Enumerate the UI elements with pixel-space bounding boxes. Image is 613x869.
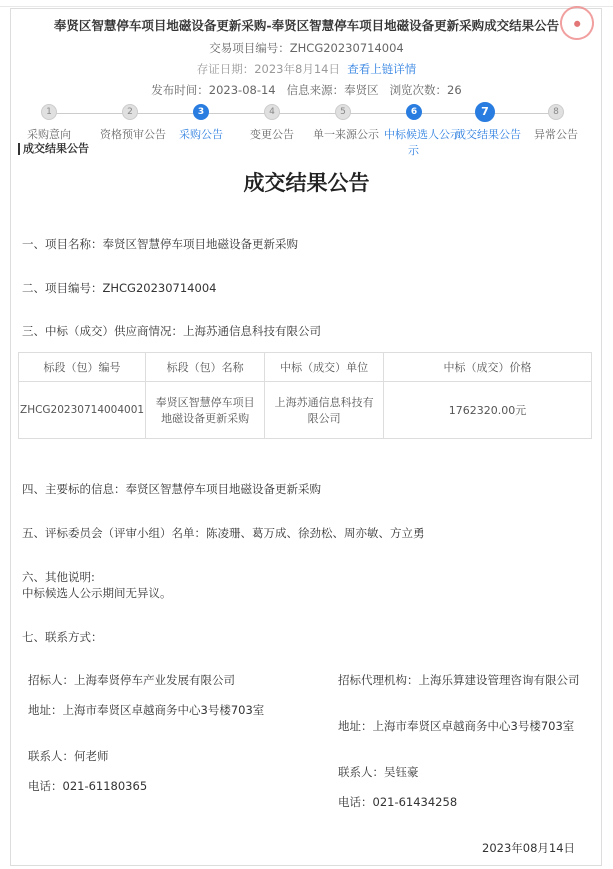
step-3[interactable] [171, 104, 231, 142]
page-title: 奉贤区智慧停车项目地磁设备更新采购-奉贤区智慧停车项目地磁设备更新采购成交结果公告 [53, 18, 560, 33]
step-label: 单一来源公示 [313, 128, 379, 141]
step-label: 资格预审公告 [100, 128, 166, 141]
step-dot: 3 [193, 104, 209, 120]
table-header: 中标（成交）价格 [384, 353, 592, 382]
step-dot: 1 [41, 104, 57, 120]
chain-detail-link[interactable]: 查看上链详情 [347, 62, 417, 76]
info-source: 信息来源：奉贤区 [286, 83, 379, 97]
table-cell: ZHCG20230714004001 [19, 382, 146, 439]
section-heading: 成交结果公告 [18, 143, 89, 155]
document-title: 成交结果公告 [243, 171, 370, 195]
other-title: 六、其他说明: [22, 570, 95, 584]
table-header: 标段（包）名称 [146, 353, 265, 382]
deposit-row [0, 61, 613, 77]
tenderer-contact: 联系人：何老师 [28, 749, 109, 763]
agency: 招标代理机构：上海乐算建设管理咨询有限公司 [338, 673, 580, 687]
project-number: 交易项目编号：ZHCG20230714004 [209, 41, 404, 55]
view-count: 浏览次数：26 [389, 83, 462, 97]
agency-address: 地址：上海市奉贤区卓越商务中心3号楼703室 [338, 719, 575, 733]
step-2[interactable] [100, 104, 166, 142]
step-8[interactable] [526, 104, 586, 142]
step-dot: 4 [264, 104, 280, 120]
step-label: 采购意向 [27, 128, 71, 141]
tenderer: 招标人：上海奉贤停车产业发展有限公司 [28, 673, 235, 687]
step-4[interactable] [242, 104, 302, 142]
step-1[interactable] [19, 104, 79, 142]
tenderer-phone: 电话：021-61180365 [28, 779, 148, 793]
step-dot: 5 [335, 104, 351, 120]
deposit-date: 存证日期：2023年8月14日 [196, 62, 340, 76]
result-table [18, 352, 592, 439]
step-label: 成交结果公告 [455, 128, 521, 141]
publish-info-row [0, 82, 613, 98]
top-bar [0, 0, 613, 7]
table-header: 标段（包）编号 [19, 353, 146, 382]
step-label: 变更公告 [250, 128, 294, 141]
step-label: 中标候选人公示 [384, 128, 461, 141]
supplier-info: 三、中标（成交）供应商情况：上海苏通信息科技有限公司 [22, 324, 321, 338]
agency-contact: 联系人：吴钰豪 [338, 765, 419, 779]
table-header: 中标（成交）单位 [265, 353, 384, 382]
contact-title: 七、联系方式： [22, 630, 103, 644]
progress-steps [18, 104, 598, 144]
table-cell: 奉贤区智慧停车项目地磁设备更新采购 [146, 382, 265, 439]
publish-time: 发布时间：2023-08-14 [151, 83, 276, 97]
step-label-wrap: 示 [408, 144, 419, 157]
document-date: 2023年08月14日 [482, 841, 576, 855]
committee: 五、评标委员会（评审小组）名单：陈凌珊、葛万成、徐劲松、周亦敏、方立勇 [22, 526, 425, 540]
step-dot: 8 [548, 104, 564, 120]
step-5[interactable] [313, 104, 379, 142]
main-info: 四、主要标的信息：奉贤区智慧停车项目地磁设备更新采购 [22, 482, 321, 496]
step-dot: 7 [475, 102, 495, 122]
step-6[interactable] [384, 104, 461, 142]
step-7[interactable] [455, 104, 521, 142]
step-label: 采购公告 [179, 128, 223, 141]
tenderer-address: 地址：上海市奉贤区卓越商务中心3号楼703室 [28, 703, 265, 717]
table-row [19, 382, 592, 439]
seal-stamp-icon: ● [556, 2, 598, 44]
step-dot: 6 [406, 104, 422, 120]
project-no: 二、项目编号：ZHCG20230714004 [22, 281, 217, 295]
table-header-row [19, 353, 592, 382]
table-cell: 上海苏通信息科技有限公司 [265, 382, 384, 439]
project-name: 一、项目名称：奉贤区智慧停车项目地磁设备更新采购 [22, 237, 298, 251]
agency-phone: 电话：021-61434258 [338, 795, 458, 809]
table-cell: 1762320.00元 [384, 382, 592, 439]
step-label: 异常公告 [534, 128, 578, 141]
step-dot: 2 [122, 104, 138, 120]
other-text: 中标候选人公示期间无异议。 [22, 586, 172, 600]
